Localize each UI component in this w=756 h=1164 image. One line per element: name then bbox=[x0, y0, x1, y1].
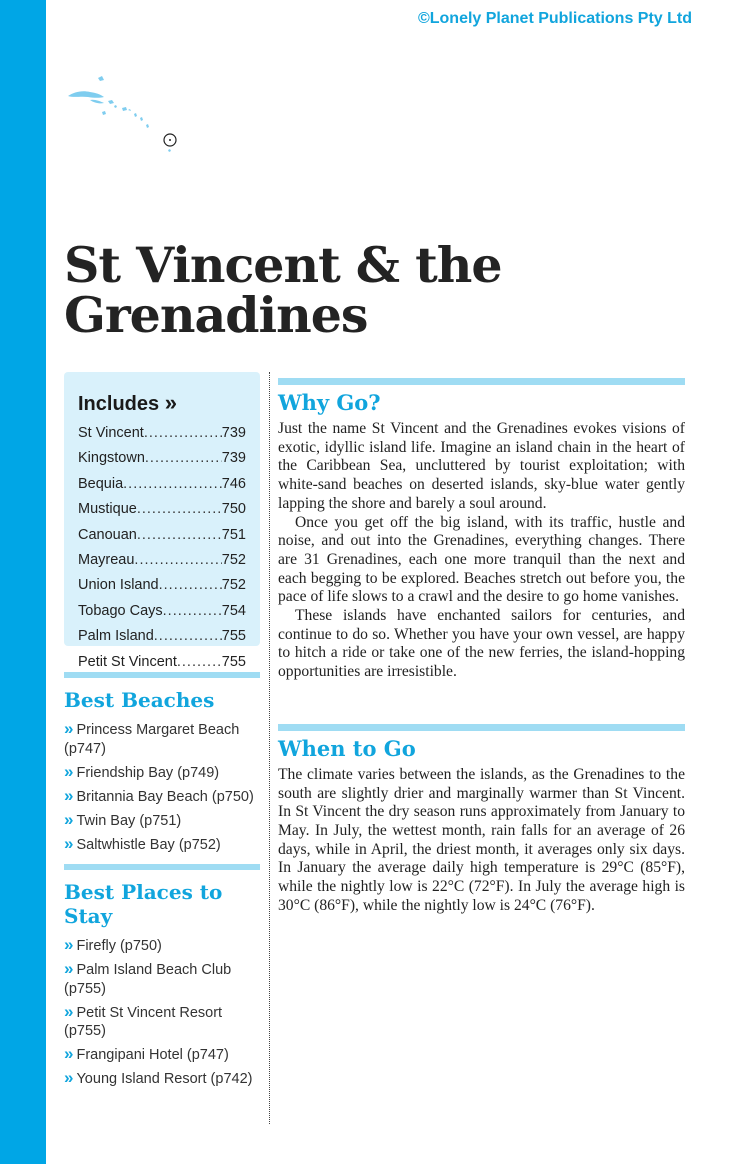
bullet-chevron-icon: » bbox=[64, 833, 74, 853]
includes-item-name: Union Island bbox=[78, 577, 159, 594]
includes-item-page: 751 bbox=[221, 526, 246, 543]
list-item-text: Saltwhistle Bay (p752) bbox=[76, 836, 221, 853]
copyright-notice: ©Lonely Planet Publications Pty Ltd bbox=[417, 10, 692, 27]
list-item-text: Frangipani Hotel (p747) bbox=[76, 1047, 229, 1063]
includes-item-name: Canouan bbox=[78, 526, 137, 543]
leader-dots bbox=[145, 446, 222, 471]
page-edge-bar bbox=[0, 0, 46, 1164]
why-go-paragraph: These islands have enchanted sailors for centuries, and continue to do so. Whether you have your own vessel, are happy to hitch a ride or take one of the new ferries, the island-hopping opportunities are irresistible. bbox=[278, 607, 685, 681]
leader-dots bbox=[134, 548, 221, 573]
includes-item-name: Kingstown bbox=[78, 450, 145, 467]
best-beaches-list bbox=[64, 720, 260, 854]
bullet-chevron-icon: » bbox=[64, 935, 74, 954]
includes-item-page: 746 bbox=[221, 475, 246, 492]
includes-item-page: 739 bbox=[221, 425, 246, 441]
leader-dots bbox=[154, 624, 222, 649]
bullet-chevron-icon: » bbox=[64, 959, 74, 978]
includes-item bbox=[78, 421, 246, 446]
why-go-heading: Why Go? bbox=[278, 390, 381, 415]
list-item-text: Young Island Resort (p742) bbox=[76, 1071, 253, 1087]
leader-dots bbox=[177, 650, 222, 675]
list-item-text: Britannia Bay Beach (p750) bbox=[76, 788, 254, 805]
includes-item-page: 755 bbox=[221, 653, 246, 670]
list-item bbox=[64, 936, 260, 956]
includes-item bbox=[78, 446, 246, 471]
section-rule bbox=[278, 378, 685, 385]
list-item bbox=[64, 960, 260, 998]
includes-item-name: Bequia bbox=[78, 475, 124, 492]
list-item-text: Twin Bay (p751) bbox=[76, 812, 182, 829]
best-beaches-heading: Best Beaches bbox=[64, 688, 215, 712]
bullet-chevron-icon: » bbox=[64, 719, 74, 738]
includes-item-name: Palm Island bbox=[78, 628, 154, 645]
leader-dots bbox=[159, 573, 222, 598]
list-item bbox=[64, 763, 260, 783]
section-rule bbox=[278, 724, 685, 731]
list-item-text: Petit St Vincent Resort (p755) bbox=[64, 1004, 223, 1039]
leader-dots bbox=[137, 523, 222, 548]
includes-item-page: 752 bbox=[221, 577, 246, 594]
left-sidebar-column bbox=[64, 372, 260, 1093]
includes-item-page: 752 bbox=[221, 551, 246, 568]
includes-heading-label: Includes bbox=[78, 393, 160, 415]
bullet-chevron-icon: » bbox=[64, 809, 74, 829]
double-chevron-icon: » bbox=[164, 390, 177, 415]
includes-item-name: St Vincent bbox=[78, 425, 144, 441]
main-column bbox=[278, 378, 685, 915]
leader-dots bbox=[123, 472, 222, 497]
list-item bbox=[64, 787, 260, 807]
includes-item-page: 754 bbox=[221, 602, 246, 619]
list-item bbox=[64, 811, 260, 831]
list-item-text: Palm Island Beach Club (p755) bbox=[64, 962, 232, 997]
caribbean-locator-map-icon bbox=[64, 70, 194, 160]
leader-dots bbox=[144, 421, 222, 446]
includes-item bbox=[78, 624, 246, 649]
includes-item bbox=[78, 650, 246, 675]
includes-item bbox=[78, 599, 246, 624]
chapter-title bbox=[64, 236, 564, 344]
when-to-go-paragraph: The climate varies between the islands, as the Grenadines to the south are slightly drier and marginally warmer than St Vincent. In St Vincent the dry season runs approximately from January to May. In July, the wettest month, rain falls for an average of 26 days, while in April, the driest month, it averages only six days. In January the average daily high temperature is 29°C (85°F), while the nightly low is 22°C (72°F). In July the average high is 30°C (86°F), while the nightly low is 24°C (76°F). bbox=[278, 765, 685, 914]
includes-heading bbox=[78, 390, 246, 416]
includes-item-name: Petit St Vincent bbox=[78, 653, 177, 670]
bullet-chevron-icon: » bbox=[64, 785, 74, 805]
when-to-go-heading: When to Go bbox=[278, 735, 416, 761]
includes-item-name: Tobago Cays bbox=[78, 602, 163, 619]
section-rule bbox=[64, 864, 260, 870]
includes-item-name: Mayreau bbox=[78, 551, 135, 568]
bullet-chevron-icon: » bbox=[64, 761, 74, 781]
list-item-text: Friendship Bay (p749) bbox=[76, 764, 220, 781]
includes-item-name: Mustique bbox=[78, 501, 137, 518]
bullet-chevron-icon: » bbox=[64, 1044, 74, 1063]
leader-dots bbox=[163, 599, 222, 624]
list-item bbox=[64, 720, 260, 758]
list-item bbox=[64, 1045, 260, 1065]
chapter-title-line-2: Grenadines bbox=[64, 286, 368, 344]
includes-item bbox=[78, 523, 246, 548]
column-divider bbox=[269, 372, 270, 1124]
includes-item-page: 755 bbox=[221, 628, 246, 645]
list-item-text: Firefly (p750) bbox=[76, 938, 162, 954]
includes-item-page: 750 bbox=[221, 501, 246, 518]
bullet-chevron-icon: » bbox=[64, 1068, 74, 1087]
includes-item bbox=[78, 573, 246, 598]
list-item bbox=[64, 1069, 260, 1089]
list-item bbox=[64, 1003, 260, 1041]
chapter-title-line-1: St Vincent & the bbox=[64, 236, 502, 294]
includes-item bbox=[78, 497, 246, 522]
list-item-text: Princess Margaret Beach (p747) bbox=[64, 722, 240, 757]
includes-item-page: 739 bbox=[221, 450, 246, 467]
bullet-chevron-icon: » bbox=[64, 1001, 74, 1021]
includes-item bbox=[78, 472, 246, 497]
list-item bbox=[64, 835, 260, 855]
includes-item bbox=[78, 548, 246, 573]
best-places-list bbox=[64, 936, 260, 1089]
why-go-paragraph: Just the name St Vincent and the Grenadines evokes visions of exotic, idyllic island life. Imagine an island chain in the heart of the Caribbean Sea, uncluttered by tourist exploitation; with white-sand beaches on deserted islands, sky-blue water gently lapping the shore and barely a soul around. bbox=[278, 420, 685, 512]
why-go-paragraph: Once you get off the big island, with its traffic, hustle and noise, and out into the Grenadines, everything changes. There are 31 Grenadines, each one more tranquil than the next and each begging to be explored. Beaches stretch out before you, the pace of life slows to a crawl and the desire to go home vanishes. bbox=[278, 513, 685, 606]
includes-box bbox=[64, 372, 260, 670]
leader-dots bbox=[137, 497, 222, 522]
best-places-heading: Best Places to Stay bbox=[64, 880, 223, 928]
